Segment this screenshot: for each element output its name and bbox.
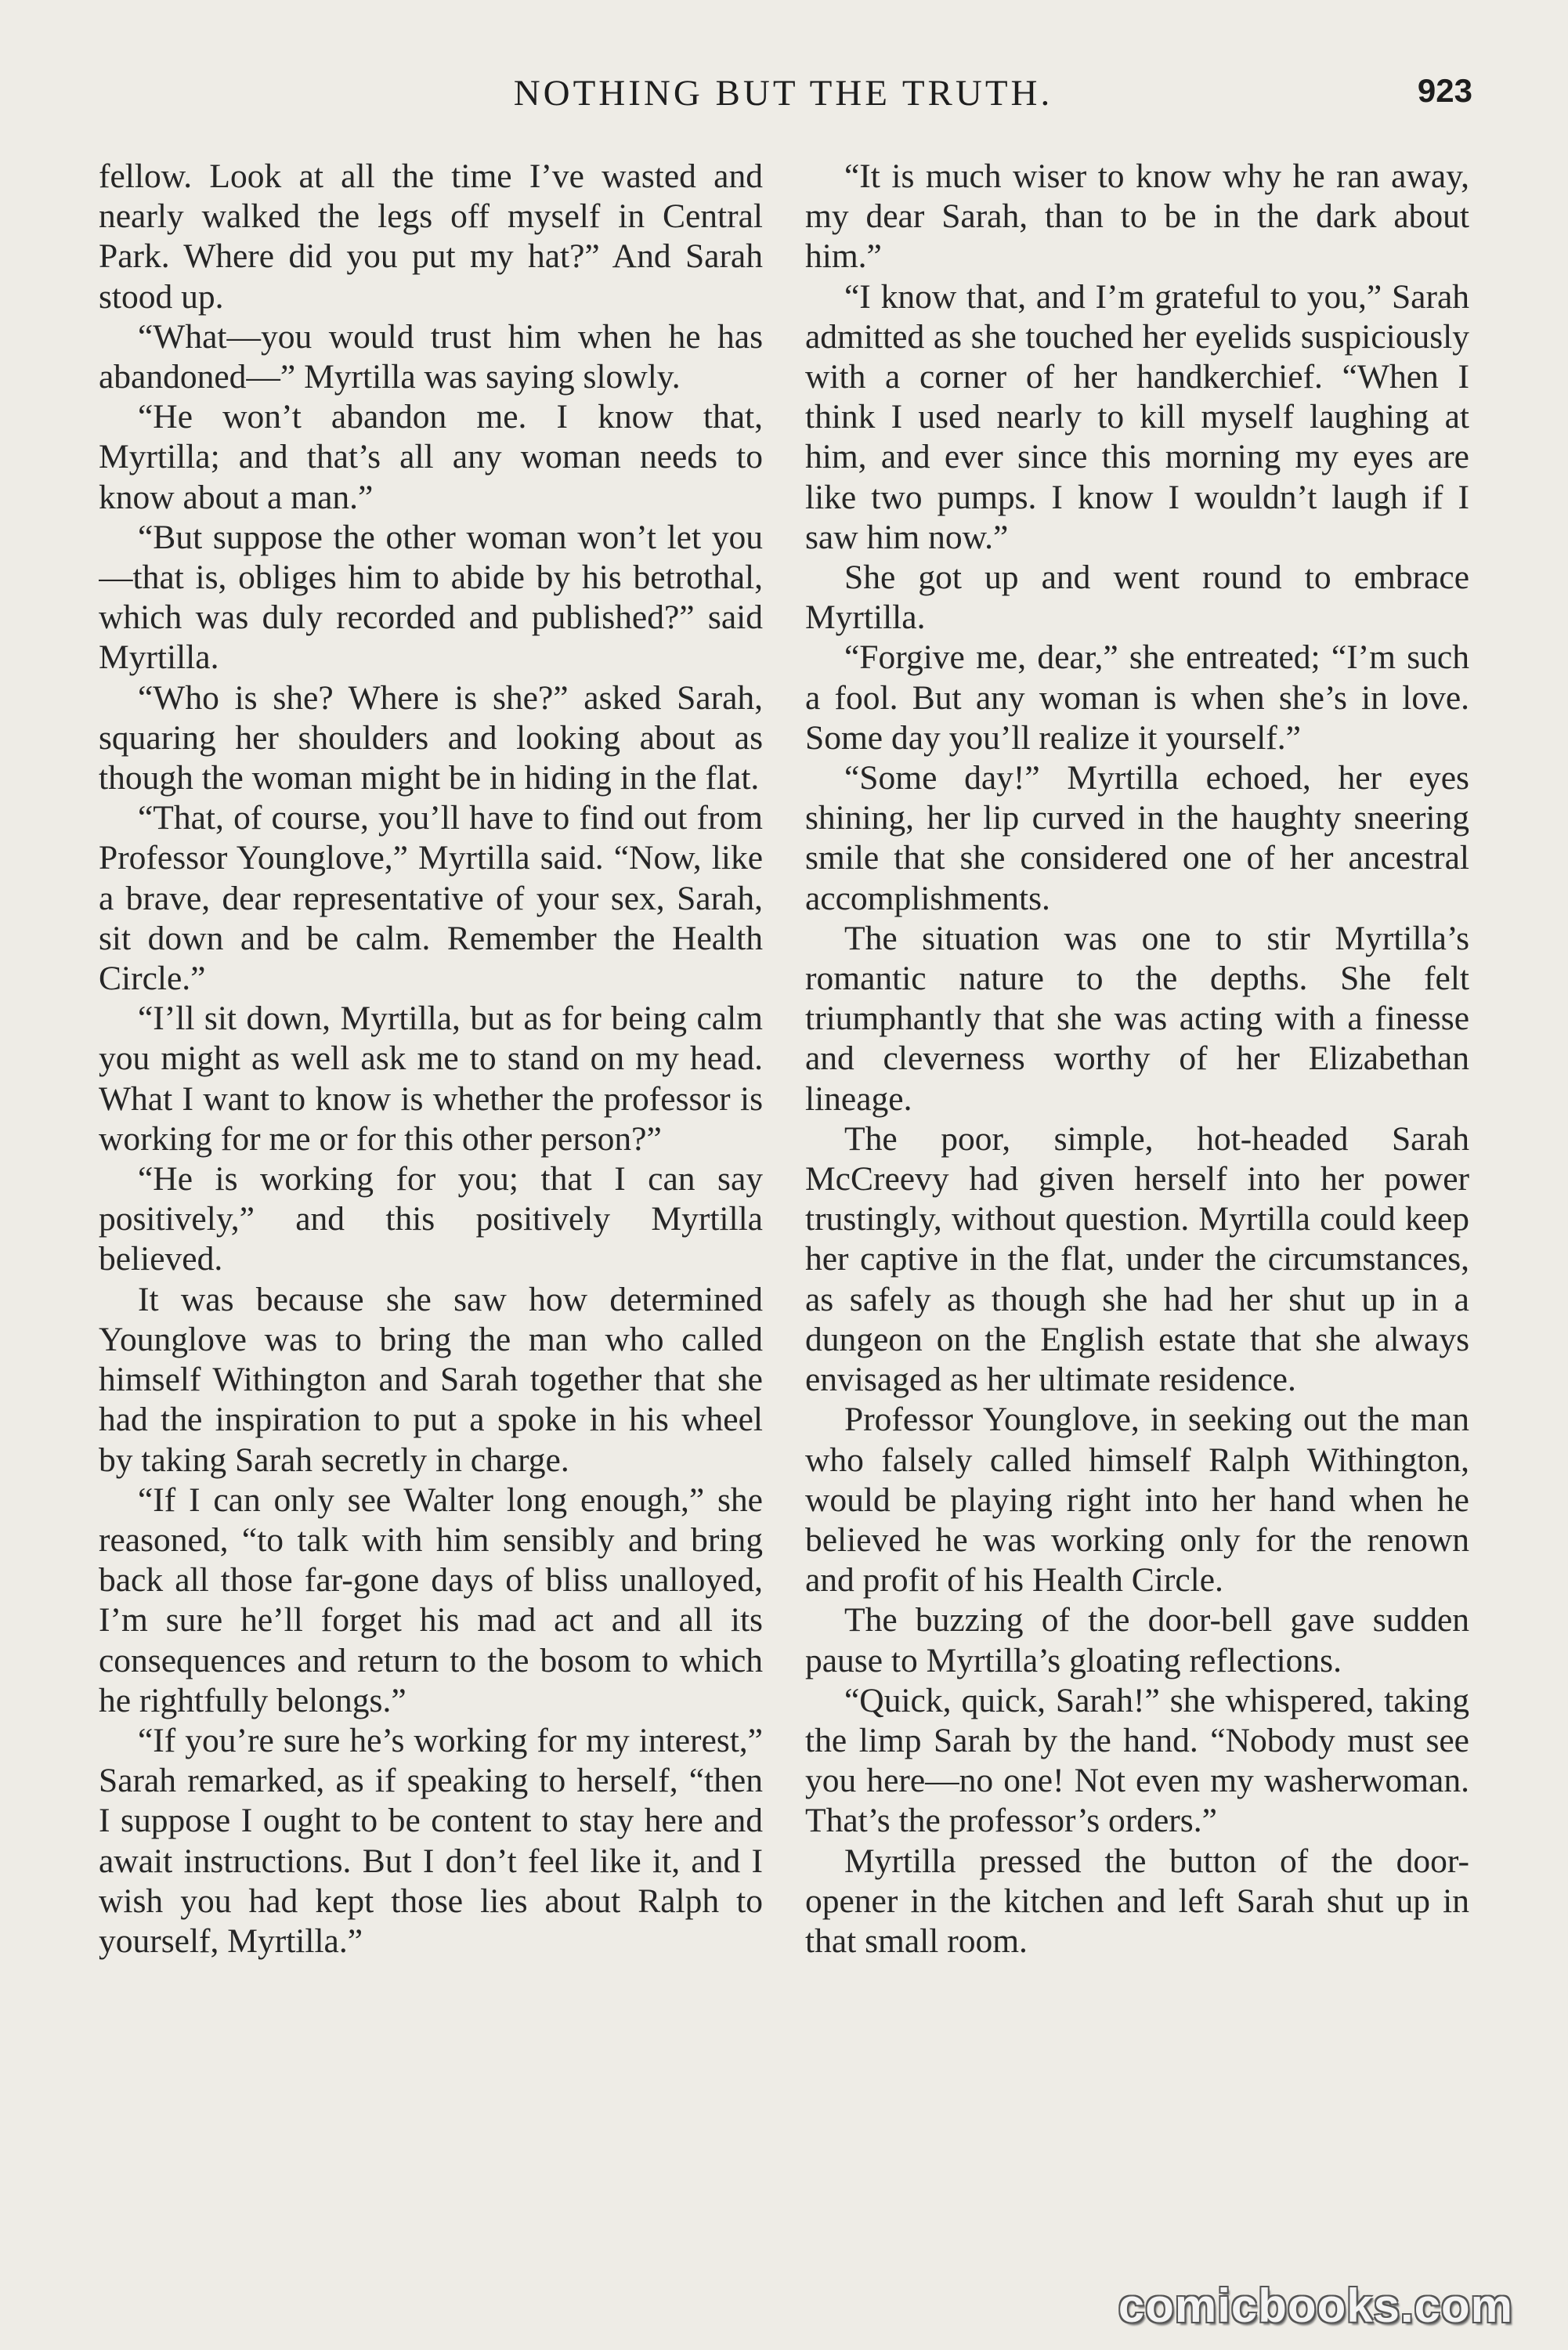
paragraph: “I’ll sit down, Myrtilla, but as for being calm you might as well ask me to stand on my head. What I want to know is whether the professor is working for me or for this other person?” <box>99 1000 763 1158</box>
paragraph: “If I can only see Walter long enough,” she reasoned, “to talk with him sensibly and bring back all those far-gone days of bliss unalloyed, I’m sure he’ll forget his mad act and all its consequences and return to the bosom to which he rightfully belongs.” <box>99 1480 763 1719</box>
watermark: comicbooks.com <box>1118 2280 1513 2332</box>
paragraph: “But suppose the other woman won’t let you—that is, obliges him to abide by his betrothal, which was duly recorded and published?” said Myrtilla. <box>99 518 763 677</box>
paragraph: “If you’re sure he’s working for my interest,” Sarah remarked, as if speaking to herself, “then I suppose I ought to be content to stay here and await instructions. But I don’t feel like it, and I wish you had kept those lies about Ralph to yourself, Myrtilla.” <box>99 1721 763 1960</box>
paragraph: The situation was one to stir Myrtilla’s romantic nature to the depths. She felt triumphantly that she was acting with a finesse and cleverness worthy of her Elizabethan lineage. <box>805 919 1469 1118</box>
page-header <box>94 72 1472 127</box>
paragraph: “I know that, and I’m grateful to you,” Sarah admitted as she touched her eyelids suspiciously with a corner of her handkerchief. “When I think I used nearly to kill myself laughing at him, and ever since this morning my eyes are like two pumps. I know I wouldn’t laugh if I saw him now.” <box>805 277 1469 556</box>
paragraph: “He is working for you; that I can say positively,” and this positively Myrtilla believed. <box>99 1160 763 1278</box>
paragraph: fellow. Look at all the time I’ve wasted and nearly walked the legs off myself in Central Park. Where did you put my hat?” And Sarah stood up. <box>99 157 763 316</box>
paragraph: “Who is she? Where is she?” asked Sarah, squaring her shoulders and looking about as though the woman might be in hiding in the flat. <box>99 678 763 797</box>
paragraph: “Some day!” Myrtilla echoed, her eyes shining, her lip curved in the haughty sneering smile that she considered one of her ancestral accomplishments. <box>805 759 1469 917</box>
right-column <box>805 157 1469 2287</box>
left-column <box>99 157 763 2287</box>
paragraph: The poor, simple, hot-headed Sarah McCreevy had given herself into her power trustingly, without question. Myrtilla could keep her captive in the flat, under the circumstances, as safely as though she had her shut up in a dungeon on the English estate that she always envisaged as her ultimate residence. <box>805 1119 1469 1399</box>
page-number: 923 <box>1417 72 1472 109</box>
paragraph: She got up and went round to embrace Myrtilla. <box>805 559 1469 637</box>
running-title: NOTHING BUT THE TRUTH. <box>513 73 1053 114</box>
paragraph: “Forgive me, dear,” she entreated; “I’m such a fool. But any woman is when she’s in love. Some day you’ll realize it yourself.” <box>805 638 1469 757</box>
paragraph: “What—you would trust him when he has abandoned—” Myrtilla was saying slowly. <box>99 317 763 396</box>
paragraph: “That, of course, you’ll have to find out from Professor Younglove,” Myrtilla said. “Now, like a brave, dear representative of your sex, Sarah, sit down and be calm. Remember the Health Circle.” <box>99 799 763 998</box>
paragraph: Professor Younglove, in seeking out the man who falsely called himself Ralph Withington, would be playing right into her hand when he believed he was working only for the renown and profit of his Health Circle. <box>805 1401 1469 1600</box>
paragraph: “It is much wiser to know why he ran away, my dear Sarah, than to be in the dark about him.” <box>805 157 1469 276</box>
paragraph: “He won’t abandon me. I know that, Myrtilla; and that’s all any woman needs to know about a man.” <box>99 398 763 516</box>
paragraph: The buzzing of the door-bell gave sudden pause to Myrtilla’s gloating reflections. <box>805 1601 1469 1679</box>
paragraph: “Quick, quick, Sarah!” she whispered, taking the limp Sarah by the hand. “Nobody must see you here—no one! Not even my washerwoman. That’s the professor’s orders.” <box>805 1681 1469 1840</box>
paragraph: Myrtilla pressed the button of the door-opener in the kitchen and left Sarah shut up in that small room. <box>805 1842 1469 1960</box>
paragraph: It was because she saw how determined Younglove was to bring the man who called himself Withington and Sarah together that she had the inspiration to put a spoke in his wheel by taking Sarah secretly in charge. <box>99 1280 763 1479</box>
